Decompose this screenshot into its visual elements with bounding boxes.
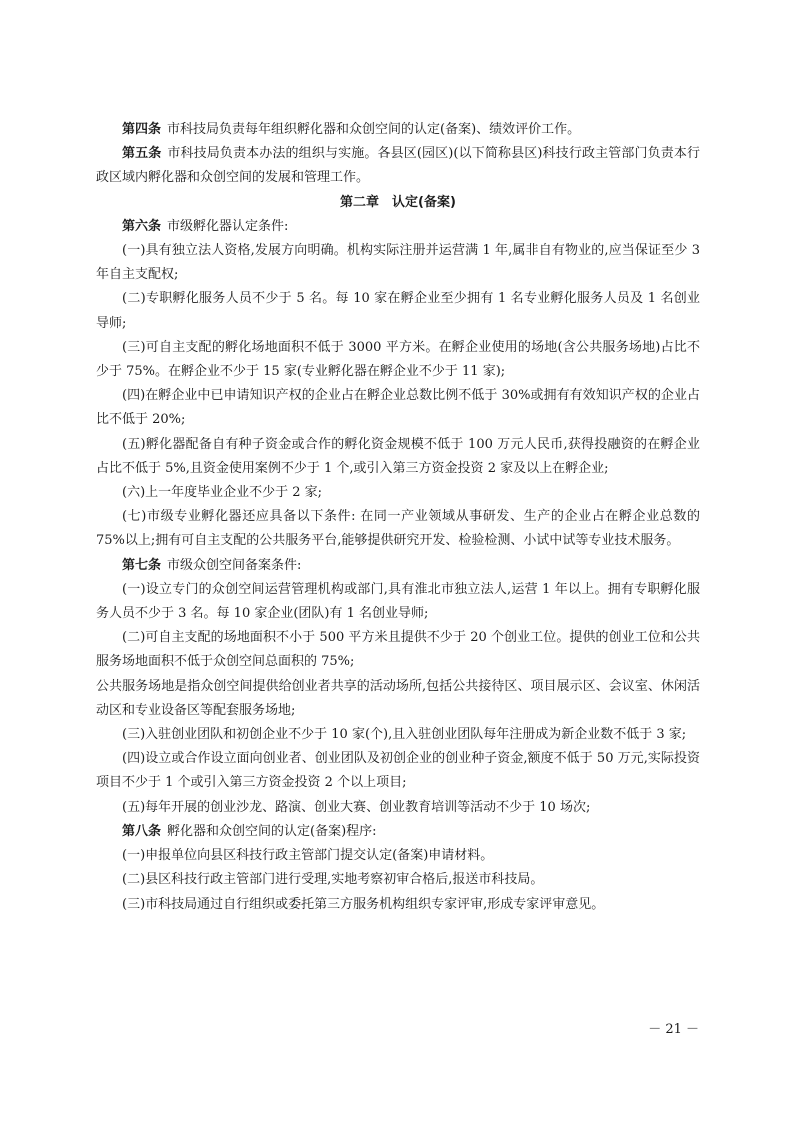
list-item-paragraph: (二)县区科技行政主管部门进行受理,实地考察初审合格后,报送市科技局。 xyxy=(122,872,544,888)
article-8-paragraph xyxy=(96,820,700,844)
list-item-paragraph: (五)每年开展的创业沙龙、路演、创业大赛、创业教育培训等活动不少于 10 场次; xyxy=(122,799,591,815)
article-5-paragraph xyxy=(96,142,700,190)
definition-paragraph: 公共服务场地是指众创空间提供给创业者共享的活动场所,包括公共接待区、项目展示区、会议室、休闲活动区和专业设备区等配套服务场地; xyxy=(96,678,700,718)
article-heading: 第八条 xyxy=(122,823,162,839)
article-7-paragraph xyxy=(96,554,700,578)
article-4-paragraph xyxy=(96,118,700,142)
article-text: 市科技局负责每年组织孵化器和众创空间的认定(备案)、绩效评价工作。 xyxy=(167,122,581,137)
list-item-paragraph: (二)专职孵化服务人员不少于 5 名。每 10 家在孵企业至少拥有 1 名专业孵化服务人员及 1 名创业导师; xyxy=(96,291,700,331)
list-item-paragraph: (五)孵化器配备自有种子资金或合作的孵化资金规模不低于 100 万元人民币,获得投融资的在孵企业占比不低于 5%,且资金使用案例不少于 1 个,或引入第三方资金投资 2 家及以上在孵企业; xyxy=(96,436,700,476)
list-item-paragraph: (一)申报单位向县区科技行政主管部门提交认定(备案)申请材料。 xyxy=(122,848,494,864)
list-item-paragraph: (七)市级专业孵化器还应具备以下条件: 在同一产业领域从事研发、生产的企业占在孵企业总数的 75%以上;拥有可自主支配的公共服务平台,能够提供研究开发、检验检测、小试中试等专业技术服务。 xyxy=(96,509,700,549)
article-text: 市级孵化器认定条件: xyxy=(167,218,289,234)
article-heading: 第五条 xyxy=(122,146,162,162)
page-number: － 21 － xyxy=(648,1022,699,1037)
list-item-paragraph: (三)入驻创业团队和初创企业不少于 10 家(个),且入驻创业团队每年注册成为新企业数不低于 3 家; xyxy=(122,727,687,743)
article-heading: 第四条 xyxy=(122,122,162,137)
list-item-paragraph: (三)可自主支配的孵化场地面积不低于 3000 平方米。在孵企业使用的场地(含公共服务场地)占比不少于 75%。在孵企业不少于 15 家(专业孵化器在孵企业不少于 11 家); xyxy=(96,339,700,380)
list-item-paragraph: (四)设立或合作设立面向创业者、创业团队及初创企业的创业种子资金,额度不低于 50 万元,实际投资项目不少于 1 个或引入第三方资金投资 2 个以上项目; xyxy=(96,751,700,791)
document-body xyxy=(96,118,700,917)
list-item-paragraph: (四)在孵企业中已申请知识产权的企业占在孵企业总数比例不低于 30%或拥有有效知识产权的企业占比不低于 20%; xyxy=(96,388,700,428)
list-item-paragraph: (三)市科技局通过自行组织或委托第三方服务机构组织专家评审,形成专家评审意见。 xyxy=(122,896,605,912)
list-item-paragraph: (一)具有独立法人资格,发展方向明确。机构实际注册并运营满 1 年,属非自有物业的,应当保证至少 3 年自主支配权; xyxy=(96,243,700,283)
article-text: 市级众创空间备案条件: xyxy=(167,557,302,573)
article-heading: 第七条 xyxy=(122,557,162,573)
list-item-paragraph: (六)上一年度毕业企业不少于 2 家; xyxy=(122,485,323,501)
list-item-paragraph: (二)可自主支配的场地面积不小于 500 平方米且提供不少于 20 个创业工位。提供的创业工位和公共服务场地面积不低于众创空间总面积的 75%; xyxy=(96,630,700,670)
list-item-paragraph: (一)设立专门的众创空间运营管理机构或部门,具有淮北市独立法人,运营 1 年以上。拥有专职孵化服务人员不少于 3 名。每 10 家企业(团队)有 1 名创业导师; xyxy=(96,581,700,622)
article-6-paragraph xyxy=(96,215,700,239)
article-text: 孵化器和众创空间的认定(备案)程序: xyxy=(167,823,377,839)
article-heading: 第六条 xyxy=(122,218,162,234)
chapter-heading: 第二章 认定(备案) xyxy=(340,194,456,210)
article-text: 市科技局负责本办法的组织与实施。各县区(园区)(以下简称县区)科技行政主管部门负责本行政区域内孵化器和众创空间的发展和管理工作。 xyxy=(96,146,700,186)
